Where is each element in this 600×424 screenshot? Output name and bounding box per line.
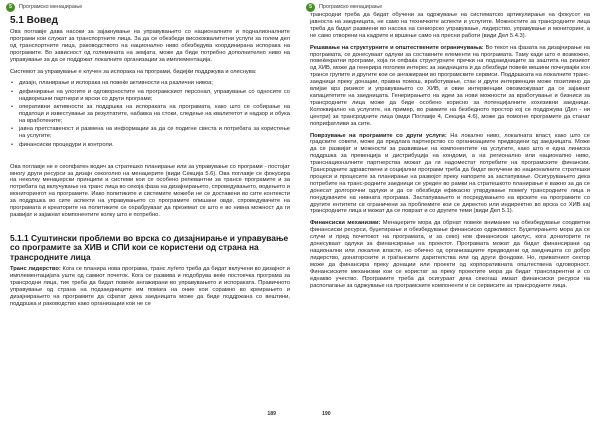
chapter-logo-icon: 5 xyxy=(6,3,15,12)
chapter-logo-icon: 5 xyxy=(306,3,315,12)
left-content xyxy=(10,15,290,313)
running-header xyxy=(306,2,382,12)
running-header xyxy=(6,2,82,12)
right-content xyxy=(310,12,590,294)
bullet-item: • оперативни активности за поддршка на испораката на програмата, како што се собирање на податоци и известување за резултатите, набавка на стоки, следење на квалитетот и надзор и обука на вработените; xyxy=(10,104,290,125)
header-text: Програмско менаџирање xyxy=(319,4,383,10)
subsection-title: 5.1.1 Суштински проблеми во врска со дизајнирање и управување со програмите за ХИВ и СПИ кои се користени од страна на трансродните лица xyxy=(10,232,289,262)
continued-paragraph: трансродни треба да бидат обучени за одржување на систематско артикулирање на фокусот на јавноста на заедницата, не само на техничките аспекти и услугите. Можностите за трансродните лица треба да бидат развиени во насока на сениорско управување, лидерство, управување и мониторинг, а не само отворени на кадрите и вршење само на пресни работи (види Дел 5.4.3). xyxy=(310,12,590,39)
bullet-item: • јавна претставеност и размена на информации за да се подигне свеста и потребата за користење на услугите; xyxy=(10,126,290,140)
structural-label: Решавање на структурните и општествените ограничувања: xyxy=(310,44,484,51)
bullet-item: • финансиски процедури и контроли. xyxy=(10,142,290,149)
page-number: 190 xyxy=(322,411,331,417)
intro-paragraph-1: Овa поглавје дава насоки за зајакнување на управувањето со националните и подналионалните програми кои служат за транспортните лица. За да се обезбеди висококвалитетни услуги за голем дел од транспортните лица, раководството на национално ниво обезбедува координирана испорака на програмите. Во зависност од големината на земјата, може да биде потребно дополнително ниво на управување за да се поддржат локалните организации за имплементација. xyxy=(10,29,290,63)
leadership-paragraph xyxy=(10,266,290,307)
section-title: 5.1 Вовед xyxy=(10,15,58,26)
structural-text: Во текот на фазата на дизајнирање на програмата, се донесуваат одлуки за составните елементи на програмата. Таму каде што е возможно, повеќекратни програми, која ги опфаќа структурните пречки на подзаедниците за заштита на ризикот од ХИВ, може да генерира поголем интерес за заедницата и да обезбеди повеќе вешини почнувајќи кон трансе групите и другите кои се ангажирани во програмските сервиси. Поддршката на локалните транс-заедници преку донации, правна помош, вработување, стан и други интервенции може позитивно да влијае врз ризикот и управувањето со ХИВ, и овие интервенции овозможуваат да се зајакнат капацитетите на заедницата. Генерирањето на идеи за нови можности за вработување и бизниси за трансродните лица може да биде особено корисно за потенцијалните кохезивни заедници. Колоквијално на услугите, на пример, во рамките на безбедното простор кој се поддржува (Дел - ни центри) за трансродните лица (види Поглавје 4, Секција 4.6), може да помогне програмите да станат поприфатливи за сите. xyxy=(310,44,590,127)
structural-paragraph xyxy=(310,45,590,128)
bullet-item: • дефинирање на улогите и одговорностите на програмскиот персонал, управување со односите со надворешни партнери и врски со други програми; xyxy=(10,89,290,103)
finance-label: Финансиски механизми: xyxy=(310,220,381,227)
linking-label: Поврзување на програмите со други услуги: xyxy=(310,132,447,139)
header-text: Програмско менаџирање xyxy=(19,4,83,10)
leadership-label: Транс лидерство: xyxy=(10,266,61,273)
linking-text: На локално ниво, локалната власт, како што се градските совети, може да предлага партнерство со организациите предводени од заедницата. Може да се развијат и можности за развивање на компонентите на услугите, како што е една линиска поддршка за превенција и дистрибуција на кондоми, а на регионално или национално ниво, транснационалните партнерства можат да ги надоместат потребите на програмските финансии. Трансродните здравствени и социјални програми треба да бидат вклучени во националните стратешки процеси и процесите за планирање на развојот преку напорите за застапување. Осигурувањето дека потребите на транс-родните заедници се уреден во рамки на стратешкото планирање е важно за да се донесат долгорочни одлуки и да се обезбеди ефикасно утврдување помеѓу трансродните лица и понудувачите на нивната програма. Застапувањето и посредувањето на врските на програмите со другите ентитети се ограничени за проблемите кои се директно или индиректно во врска со ХИВ кај трансродните лица и можат да се поврзат и со другите теми (види Дел 5.1). xyxy=(310,132,590,215)
leadership-text: Кога се планира нова програма, транс луѓето треба да бидат вклучени во дизајнот и имплементацијата уште од самиот почеток. Кога се развива и подобрува веќе постоечка програма за трансродни лица, тие треба да бидат повеќе ангажирани во управувањето и испораката. Правичното управување од страна на подзаедниците им помага на оние кои сорамно во креирањето и дизајнирањето на програмите да сфатат дека заедницата може да биде поддржана со вештини, поддршка и раководство како организации кои не се xyxy=(10,266,290,307)
bullet-item: • дизајн, планирање и испорака на повеќе активности на различни нивоа; xyxy=(10,80,290,87)
right-page xyxy=(300,0,600,424)
linking-paragraph xyxy=(310,133,590,216)
finance-paragraph xyxy=(310,220,590,289)
bullet-list xyxy=(10,80,290,148)
intro-paragraph-2: Системот за управување е клучен за испорака на програми, бидејќи поддржува и олеснува: xyxy=(10,68,257,75)
intro-paragraph-3: Овa поглавје не е сеопфатен водич за стратешко планирање или за управување со програми - постојат многу други ресурси за дизајн секоголно на менаџерите (види Секција 5.6). Ова поглавје се фокусира на неколку менаџерски принципи и системи кои се особено релевантни за трансе програмите и за потребата од вклучување на транс лица во секоја фаза на дизајнирањето, спроведувањето, водењето и мониторингот на програмите. Иако политиките и системите можеби не се доставени во сите контексти за поддршка во сите аспекти на управувањето со програмите опишани овде, спроведувачите на програмата и креаторите на политиките се охрабруваат да преземат се што е во нивна можност да ги развијат и зајакнат компонентите колку што е потребно. xyxy=(10,163,290,218)
finance-text: Менаџерите мора да обрнат повеќе внимание на обезбедување соодветни финансиски ресурси, буџетирање и обезбедување финансиско одржливост. Буџетирањето мора да се случи и пред почетокот на програмата, и за секој нов финансиски циклус, кога донаторите ги донесуваат одлуки за финансирање на проектот. Програмата можат да бидат финансирани од национални или локални власти, но обично од организациите предводени од заедницата со добро лидерство, донаторските и граѓанските дарителства или од други фондови. Но, приватниот сектор може да финансира преку донации или проекти од корпоративната општествена одговорност. Финансиските механизми кои се користат за преку проектите мора да бидат транспарентни и со еднакво учество. Програмите треба да осигураат дека секогаш имаат финансиски ресурси на располагање за одржување на програмските компоненти и се сервисите за трансродните лица. xyxy=(310,220,590,289)
page-number: 189 xyxy=(267,411,276,417)
